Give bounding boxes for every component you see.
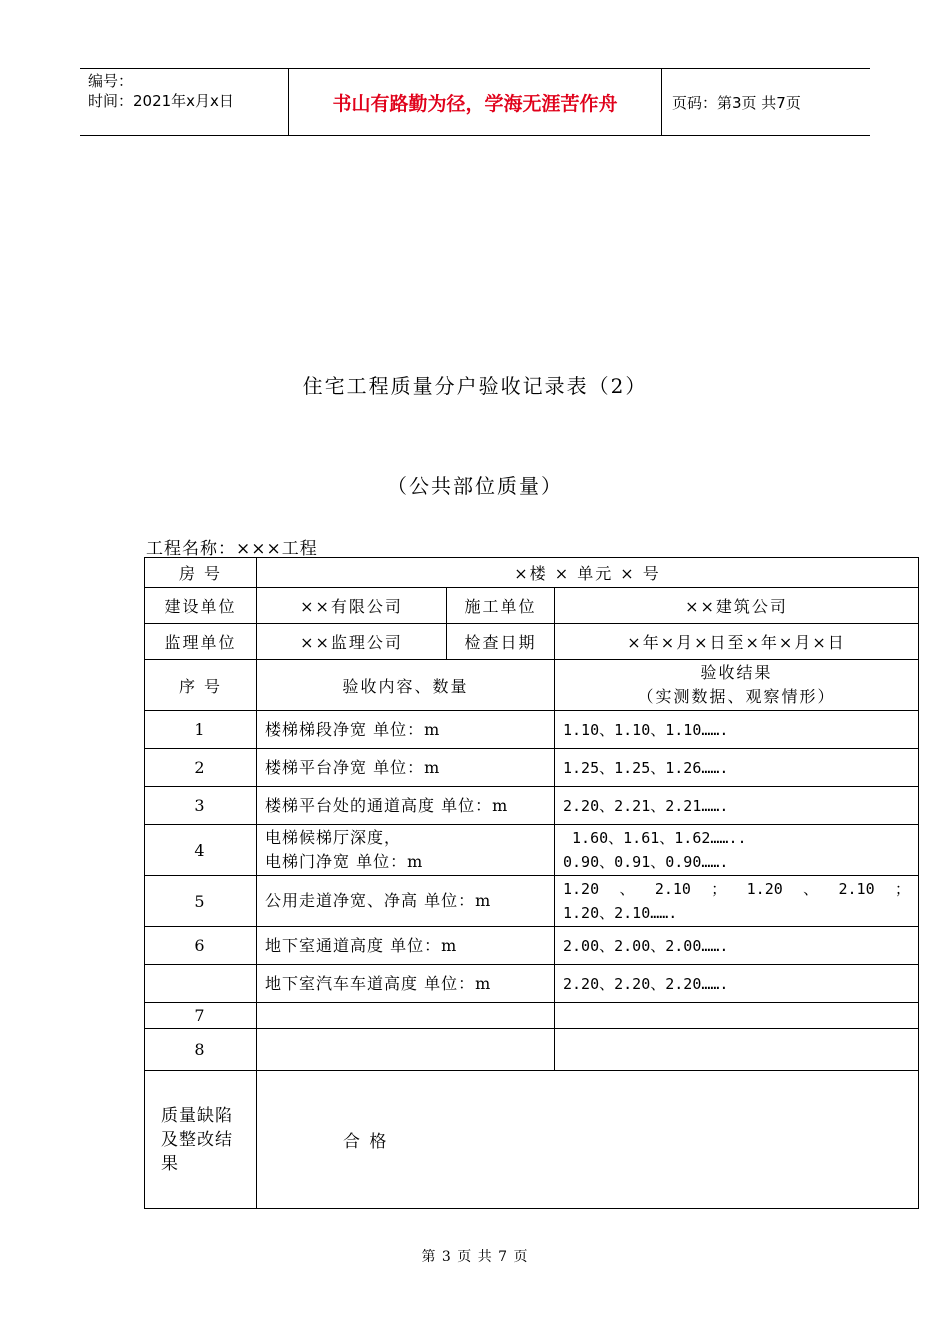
defects-row (145, 1071, 919, 1209)
defects-label-line2: 及整改结 (161, 1129, 233, 1150)
supervisor-value: ××监理公司 (257, 624, 447, 660)
result-part: 、 (619, 880, 635, 898)
row-result: 2.20、2.21、2.21……. (555, 787, 919, 825)
row-content: 楼梯平台净宽 单位：m (257, 749, 555, 787)
date-value: ×年×月×日至×年×月×日 (555, 624, 919, 660)
page-header (80, 68, 870, 136)
row-result-line2: 1.20、2.10……. (563, 904, 678, 922)
row-seq: 8 (145, 1029, 257, 1071)
row-result-line1 (563, 877, 910, 901)
row-seq: 2 (145, 749, 257, 787)
column-header-row (145, 660, 919, 711)
table-row (145, 1029, 919, 1071)
supervisor-label: 监理单位 (145, 624, 257, 660)
row-result: 1.25、1.25、1.26……. (555, 749, 919, 787)
result-header (555, 660, 919, 711)
contractor-label: 施工单位 (447, 588, 555, 624)
row-result-line2: 0.90、0.91、0.90……. (563, 853, 729, 871)
row-seq: 5 (145, 876, 257, 927)
table-row (145, 558, 919, 588)
row-content: 公用走道净宽、净高 单位：m (257, 876, 555, 927)
result-part: 1.20 (746, 880, 783, 898)
header-page-info: 页码：第3页 共7页 (672, 93, 801, 112)
result-part: 、 (803, 880, 819, 898)
table-row (145, 624, 919, 660)
row-seq (145, 965, 257, 1003)
row-result-line1: 1.60、1.61、1.62…….. (563, 829, 747, 847)
row-content: 楼梯梯段净宽 单位：m (257, 711, 555, 749)
row-result: 2.20、2.20、2.20……. (555, 965, 919, 1003)
row-seq: 6 (145, 927, 257, 965)
table-row (145, 825, 919, 876)
content-header: 验收内容、数量 (257, 660, 555, 711)
row-content-line1: 电梯候梯厅深度， (265, 828, 402, 847)
row-content (257, 825, 555, 876)
date-label: 检查日期 (447, 624, 555, 660)
row-content: 地下室汽车车道高度 单位：m (257, 965, 555, 1003)
table-row (145, 876, 919, 927)
table-row (145, 1003, 919, 1029)
document-subtitle: （公共部位质量） (387, 474, 563, 498)
number-label: 编号： (88, 72, 134, 90)
row-content (257, 1003, 555, 1029)
result-header-line2: （实测数据、观察情形） (637, 687, 836, 706)
house-label: 房 号 (145, 558, 257, 588)
table-row (145, 749, 919, 787)
table-row (145, 711, 919, 749)
row-result (555, 1003, 919, 1029)
row-content-line2: 电梯门净宽 单位：m (265, 852, 424, 871)
table-row (145, 927, 919, 965)
table-row (145, 965, 919, 1003)
row-result: 1.10、1.10、1.10……. (555, 711, 919, 749)
row-result (555, 876, 919, 927)
page-footer: 第 3 页 共 7 页 (421, 1249, 529, 1265)
builder-value: ××有限公司 (257, 588, 447, 624)
result-part: 1.20 (563, 880, 600, 898)
header-meta (80, 69, 289, 136)
result-part: 2.10 (838, 880, 875, 898)
row-result (555, 1029, 919, 1071)
house-value: ×楼 × 单元 × 号 (257, 558, 919, 588)
table-row (145, 588, 919, 624)
time-label: 时间：2021年x月x日 (88, 92, 234, 110)
result-part: ； (894, 880, 910, 898)
row-content: 地下室通道高度 单位：m (257, 927, 555, 965)
project-name: 工程名称：×××工程 (146, 539, 318, 559)
result-part: 2.10 (654, 880, 691, 898)
defects-label-line3: 果 (161, 1153, 179, 1174)
row-content: 楼梯平台处的通道高度 单位：m (257, 787, 555, 825)
result-part: ； (711, 880, 727, 898)
row-seq: 4 (145, 825, 257, 876)
row-seq: 1 (145, 711, 257, 749)
header-motto: 书山有路勤为径，学海无涯苦作舟 (289, 69, 662, 136)
defects-label-line1: 质量缺陷 (161, 1105, 233, 1126)
inspection-table (144, 557, 919, 1209)
contractor-value: ××建筑公司 (555, 588, 919, 624)
seq-header: 序 号 (145, 660, 257, 711)
document-title: 住宅工程质量分户验收记录表（2） (302, 374, 648, 398)
table-row (145, 787, 919, 825)
row-result (555, 825, 919, 876)
builder-label: 建设单位 (145, 588, 257, 624)
result-header-line1: 验收结果 (700, 663, 773, 682)
defects-label (145, 1071, 257, 1209)
row-content (257, 1029, 555, 1071)
row-result: 2.00、2.00、2.00……. (555, 927, 919, 965)
row-seq: 7 (145, 1003, 257, 1029)
row-seq: 3 (145, 787, 257, 825)
defects-value: 合 格 (257, 1071, 919, 1209)
